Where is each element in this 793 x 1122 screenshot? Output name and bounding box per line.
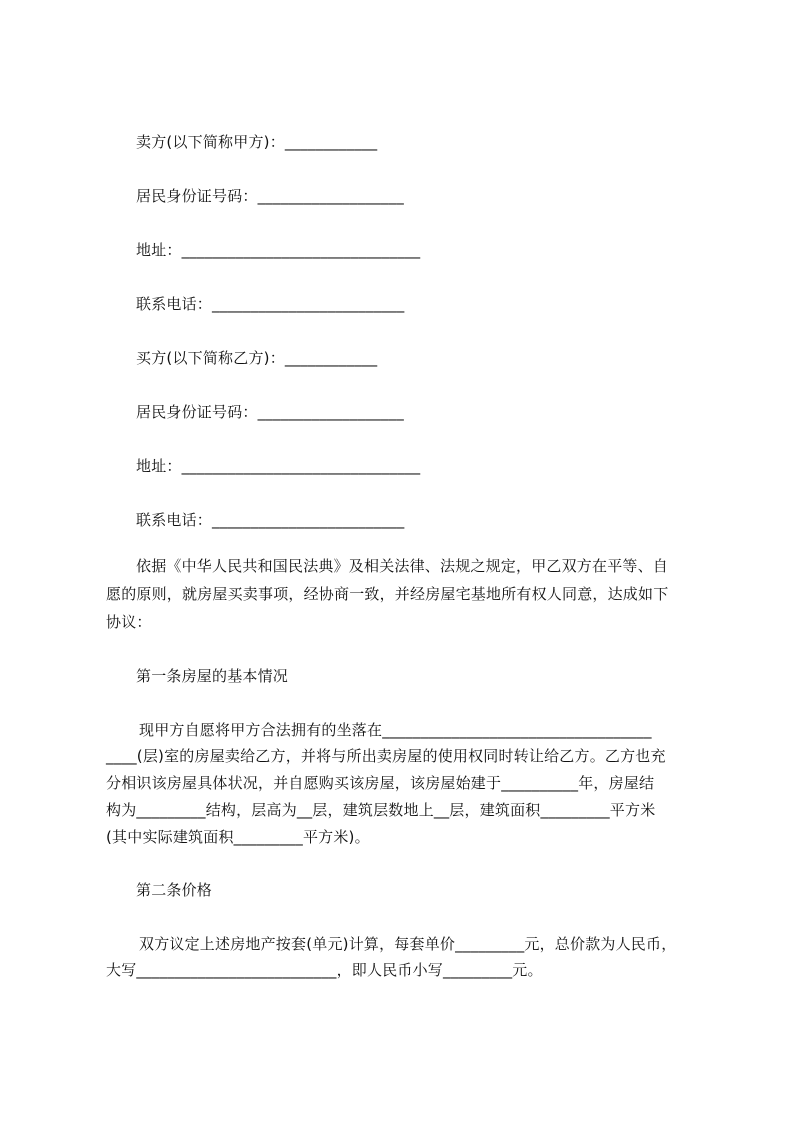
article1-line: (其中实际建筑面积_________平方米)。 — [106, 828, 370, 846]
buyer-phone-field: 联系电话：_________________________ — [136, 511, 405, 529]
article1-line: ____(层)室的房屋卖给乙方，并将与所出卖房屋的使用权同时转让给乙方。乙方也充 — [106, 747, 666, 765]
buyer-id-field: 居民身份证号码：___________________ — [136, 403, 404, 421]
buyer-name-field: 买方(以下简称乙方)：____________ — [136, 349, 378, 367]
preamble-line: 依据《中华人民共和国民法典》及相关法律、法规之规定，甲乙双方在平等、自 — [136, 557, 669, 575]
article1-line: 分相识该房屋具体状况，并自愿购买该房屋，该房屋始建于__________年，房屋结 — [106, 774, 655, 792]
preamble-line: 协议： — [106, 613, 152, 631]
seller-phone-field: 联系电话：_________________________ — [136, 295, 405, 313]
article1-title: 第一条房屋的基本情况 — [136, 667, 289, 685]
article1-line: 现甲方自愿将甲方合法拥有的坐落在___________________________________ — [139, 721, 652, 739]
buyer-address-field: 地址：_______________________________ — [136, 457, 421, 475]
preamble-line: 愿的原则，就房屋买卖事项，经协商一致，并经房屋宅基地所有权人同意，达成如下 — [106, 585, 669, 603]
article1-line: 构为_________结构，层高为__层，建筑层数地上__层，建筑面积_________平方米 — [106, 801, 656, 819]
seller-id-field: 居民身份证号码：___________________ — [136, 187, 404, 205]
article2-line: 双方议定上述房地产按套(单元)计算，每套单价_________元，总价款为人民币， — [139, 935, 677, 953]
seller-name-field: 卖方(以下简称甲方)：____________ — [136, 133, 378, 151]
article2-line: 大写__________________________，即人民币小写_________元。 — [106, 961, 543, 979]
article2-title: 第二条价格 — [136, 881, 213, 899]
seller-address-field: 地址：_______________________________ — [136, 241, 421, 259]
